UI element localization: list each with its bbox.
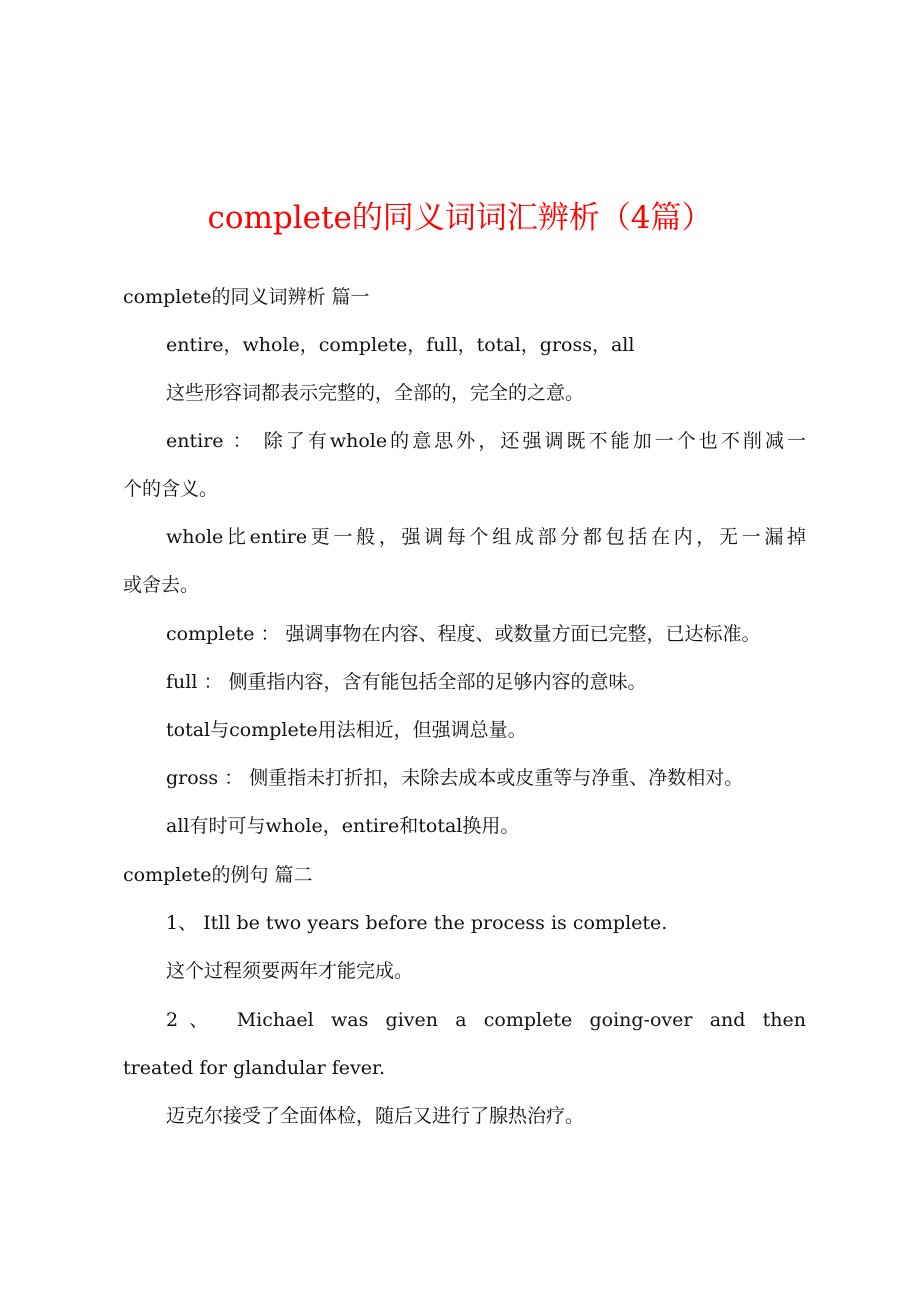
section-heading-2: complete的例句 篇二	[123, 864, 313, 886]
paragraph-intro: 这些形容词都表示完整的，全部的，完全的之意。	[166, 382, 585, 404]
paragraph-total: total与complete用法相近，但强调总量。	[166, 719, 527, 741]
paragraph-gross: gross ： 侧重指未打折扣，未除去成本或皮重等与净重、净数相对。	[166, 767, 744, 789]
document-title: complete的同义词词汇辨析（4篇）	[207, 200, 713, 236]
paragraph-whole-line1: whole比entire更一般，强调每个组成部分都包括在内，无一漏掉	[166, 526, 806, 548]
paragraph-complete: complete ： 强调事物在内容、程度、或数量方面已完整，已达标准。	[166, 623, 761, 645]
section-heading-1: complete的同义词辨析 篇一	[123, 286, 370, 308]
paragraph-entire-line2: 个的含义。	[123, 478, 219, 500]
paragraph-full: full ： 侧重指内容，含有能包括全部的足够内容的意味。	[166, 671, 647, 693]
paragraph-entire-line1: entire ： 除了有whole的意思外，还强调既不能加一个也不削减一	[166, 430, 806, 452]
example-2-english-line2: treated for glandular fever.	[123, 1057, 385, 1079]
paragraph-whole-line2: 或舍去。	[123, 574, 200, 596]
example-1-english: 1、 Itll be two years before the process is complete.	[166, 912, 668, 934]
example-2-english-line1: 2、 Michael was given a complete going-over and then	[166, 1009, 806, 1031]
example-1-chinese: 这个过程须要两年才能完成。	[166, 960, 414, 982]
example-2-chinese: 迈克尔接受了全面体检，随后又进行了腺热治疗。	[166, 1105, 585, 1127]
synonym-list: entire，whole，complete，full，total，gross，all	[166, 334, 635, 356]
paragraph-all: all有时可与whole，entire和total换用。	[166, 815, 520, 837]
